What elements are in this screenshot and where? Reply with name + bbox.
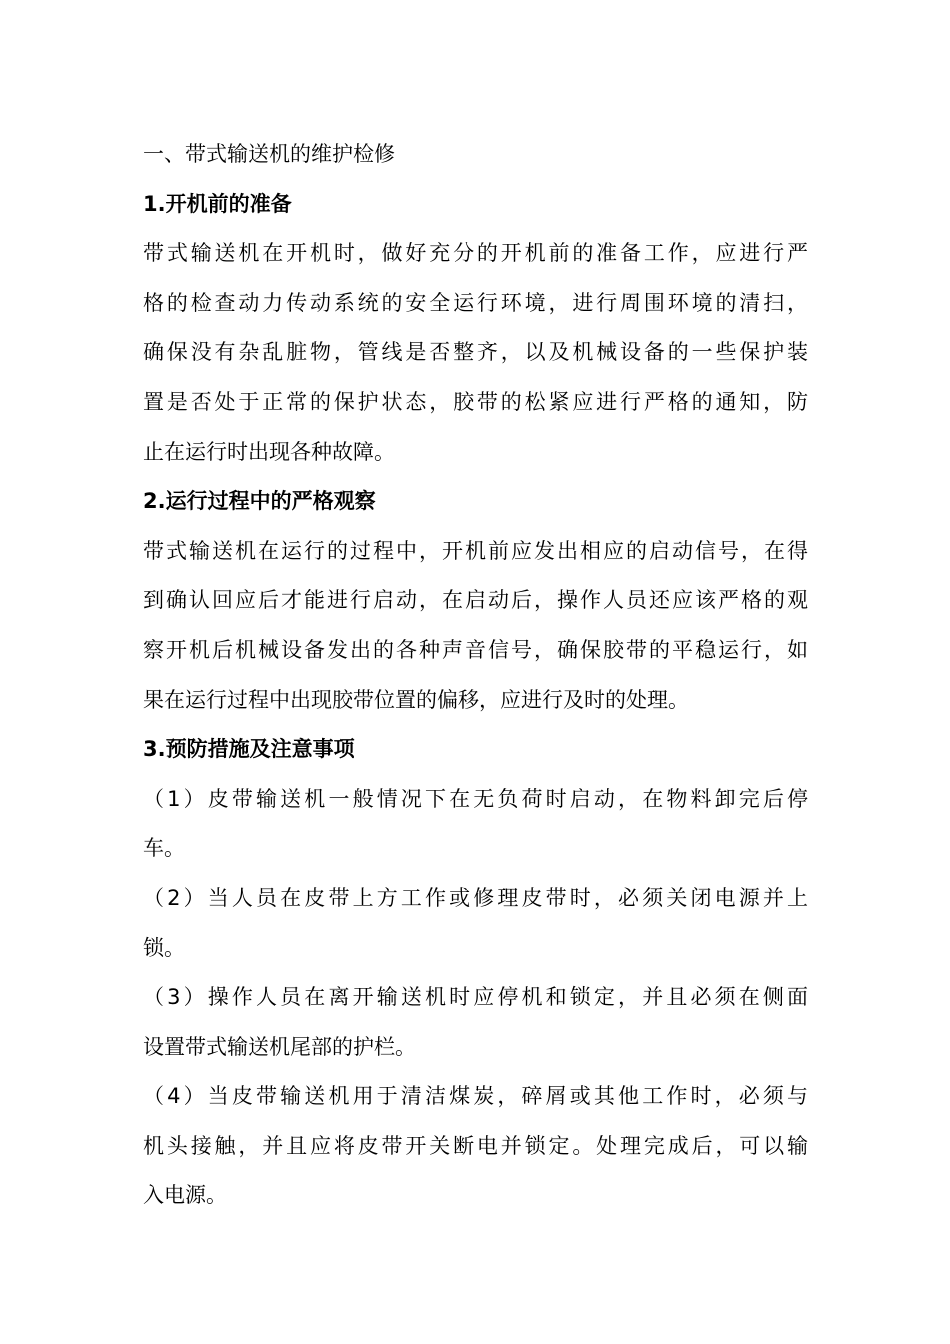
list-item-line: 锁。 [143,935,185,960]
paragraph-line: 格的检查动力传动系统的安全运行环境，进行周围环境的清扫， [143,290,808,315]
paragraph-line: 带式输送机在开机时，做好充分的开机前的准备工作，应进行严 [143,241,808,266]
paragraph-line: 察开机后机械设备发出的各种声音信号，确保胶带的平稳运行，如 [143,637,808,662]
list-item [143,973,808,1072]
list-item-line: （1）皮带输送机一般情况下在无负荷时启动，在物料卸完后停 [143,786,808,811]
section-heading-1: 1.开机前的准备 [143,191,292,216]
paragraph-line: 到确认回应后才能进行启动，在启动后，操作人员还应该严格的观 [143,588,808,613]
document-content [143,130,808,1221]
list-item [143,874,808,973]
list-item-line: 机头接触，并且应将皮带开关断电并锁定。处理完成后，可以输 [143,1133,808,1158]
list-item-line: 设置带式输送机尾部的护栏。 [143,1034,416,1059]
paragraph-line: 确保没有杂乱脏物，管线是否整齐，以及机械设备的一些保护装 [143,340,808,365]
list-item-line: 车。 [143,836,185,861]
list-item-line: （3）操作人员在离开输送机时应停机和锁定，并且必须在侧面 [143,985,808,1010]
list-item [143,1072,808,1221]
paragraph-line: 置是否处于正常的保护状态，胶带的松紧应进行严格的通知，防 [143,389,808,414]
list-item-line: 入电源。 [143,1183,227,1208]
list-item-line: （2）当人员在皮带上方工作或修理皮带时，必须关闭电源并上 [143,885,808,910]
paragraph-line: 止在运行时出现各种故障。 [143,439,395,464]
paragraph-line: 果在运行过程中出现胶带位置的偏移，应进行及时的处理。 [143,687,689,712]
document-title: 一、带式输送机的维护检修 [143,142,395,166]
paragraph-line: 带式输送机在运行的过程中，开机前应发出相应的启动信号，在得 [143,538,808,563]
section-1-paragraph [143,229,808,477]
section-heading-2: 2.运行过程中的严格观察 [143,489,376,514]
list-item [143,775,808,874]
section-heading-3: 3.预防措施及注意事项 [143,737,355,762]
list-item-line: （4）当皮带输送机用于清洁煤炭，碎屑或其他工作时，必须与 [143,1084,808,1109]
section-2-paragraph [143,527,808,725]
